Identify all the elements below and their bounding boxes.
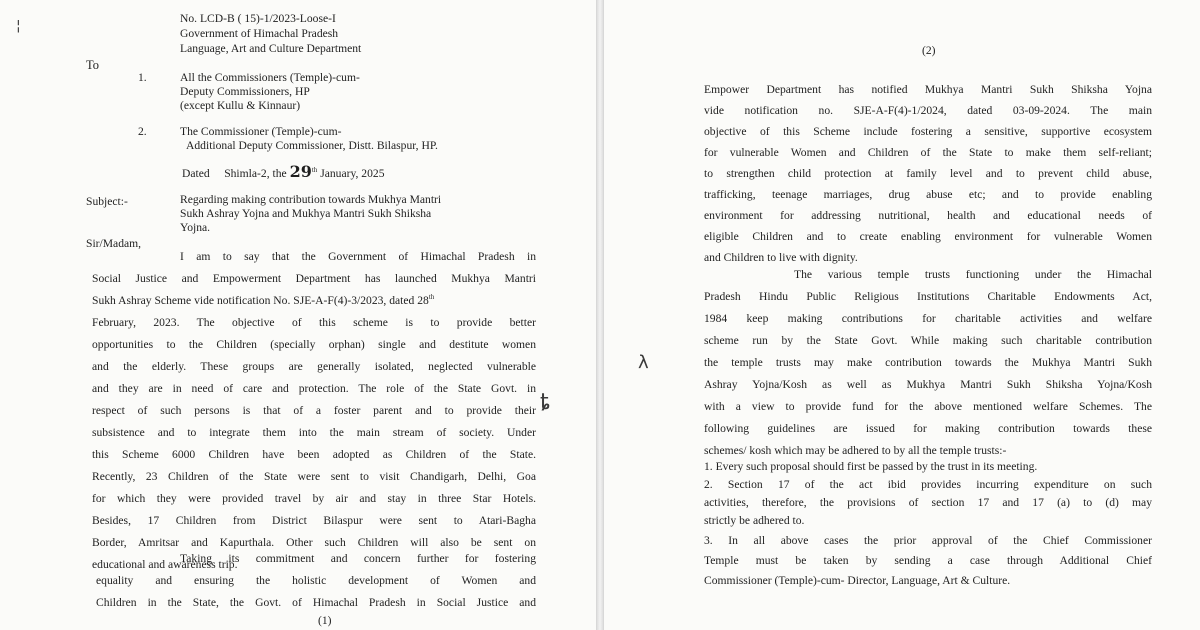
paragraph-line: 1984 keep making contributions for charitable activities and welfare	[704, 312, 1152, 325]
paragraph-line: schemes/ kosh which may be adhered to by all the temple trusts:-	[704, 444, 1007, 457]
guideline-item: 1. Every such proposal should first be passed by the trust in its meeting.	[704, 460, 1038, 473]
guideline-item: strictly be adhered to.	[704, 514, 805, 527]
dated-place: Shimla-2, the	[224, 167, 287, 180]
paragraph-line: Social Justice and Empowerment Department has launched Mukhya Mantri	[92, 272, 536, 285]
paragraph-text: Sukh Ashray Scheme vide notification No. SJE-A-F(4)-3/2023, dated 28	[92, 294, 429, 307]
paragraph-line: eligible Children and to create enabling environment for vulnerable Women	[704, 230, 1152, 243]
paragraph-line: trafficking, teenage marriages, drug abuse etc; and to provide enabling	[704, 188, 1152, 201]
paragraph-line: objective of this Scheme include fostering a sensitive, supportive ecosystem	[704, 125, 1152, 138]
handwritten-margin-mark: ȶ	[540, 390, 551, 415]
paragraph-line: Recently, 23 Children of the State were sent to visit Chandigarh, Delhi, Goa	[92, 470, 536, 483]
paragraph-line: following guidelines are issued for making contribution towards these	[704, 422, 1152, 435]
subject-label: Subject:-	[86, 195, 128, 208]
paragraph-line: and they are in need of care and protection. The role of the State Govt. in	[92, 382, 536, 395]
paragraph-line-with-sup	[92, 294, 536, 308]
paragraph-line: and the elderly. These groups are generally isolated, neglected vulnerable	[92, 360, 536, 373]
addressee-1-line: Deputy Commissioners, HP	[180, 85, 310, 98]
addressee-2-line: The Commissioner (Temple)-cum-	[180, 125, 342, 138]
paragraph-line: scheme run by the State Govt. While making such charitable contribution	[704, 334, 1152, 347]
addressee-2-line: Additional Deputy Commissioner, Distt. Bilaspur, HP.	[186, 139, 438, 152]
paragraph-line: Taking its commitment and concern further for fostering	[180, 552, 536, 565]
addressee-1-number: 1.	[138, 71, 147, 84]
salutation: Sir/Madam,	[86, 237, 142, 250]
document-page-2	[604, 0, 1200, 630]
paragraph-line: for which they were provided travel by air and stay in three Star Hotels.	[92, 492, 536, 505]
paragraph-line: I am to say that the Government of Himachal Pradesh in	[180, 250, 536, 263]
to-label: To	[86, 58, 100, 72]
subject-line: Yojna.	[180, 221, 211, 234]
department-name: Language, Art and Culture Department	[180, 42, 362, 55]
guideline-item: Temple must be taken by sending a case through Additional Chief	[704, 554, 1152, 567]
paragraph-line: Empower Department has notified Mukhya Mantri Sukh Shiksha Yojna	[704, 83, 1152, 96]
handwritten-date-day: 29	[289, 162, 312, 181]
guideline-item: activities, therefore, the provisions of section 17 and 17 (a) to (d) may	[704, 496, 1152, 509]
government-name: Government of Himachal Pradesh	[180, 27, 339, 40]
subject-line: Regarding making contribution towards Mukhya Mantri	[180, 193, 442, 206]
paragraph-line: the temple trusts may make contribution towards the Mukhya Mantri Sukh	[704, 356, 1152, 369]
file-number: No. LCD-B ( 15)-1/2023-Loose-I	[180, 12, 336, 25]
addressee-1-line: (except Kullu & Kinnaur)	[180, 99, 301, 112]
date-suffix: th	[428, 293, 435, 302]
subject-line: Sukh Ashray Yojna and Mukhya Mantri Sukh Shiksha	[180, 207, 432, 220]
guideline-item: 3. In all above cases the prior approval of the Chief Commissioner	[704, 534, 1152, 547]
dated-label: Dated	[182, 167, 210, 180]
page-number: (2)	[922, 44, 936, 57]
addressee-1-line: All the Commissioners (Temple)-cum-	[180, 71, 360, 84]
margin-tick-mark: ¦	[16, 18, 21, 34]
paragraph-line: subsistence and to integrate them into the main stream of society. Under	[92, 426, 536, 439]
page-number: (1)	[318, 614, 332, 627]
paragraph-line: February, 2023. The objective of this scheme is to provide better	[92, 316, 536, 329]
paragraph-line: this Scheme 6000 Children have been adopted as Children of the State.	[92, 448, 536, 461]
addressee-2-number: 2.	[138, 125, 147, 138]
dated-month-year: January, 2025	[320, 167, 385, 180]
dated-line	[182, 162, 385, 181]
paragraph-line: with a view to provide fund for the above mentioned welfare Schemes. The	[704, 400, 1152, 413]
paragraph-line: opportunities to the Children (specially orphan) single and destitute women	[92, 338, 536, 351]
guideline-item: Commissioner (Temple)-cum- Director, Language, Art & Culture.	[704, 574, 1011, 587]
paragraph-line: Border, Amritsar and Kapurthala. Other such Children will also be sent on	[92, 536, 536, 549]
handwritten-margin-mark: λ	[638, 352, 649, 373]
paragraph-line: to strengthen child protection at family level and to prevent child abuse,	[704, 167, 1152, 180]
paragraph-line: Ashray Yojna/Kosh as well as Mukhya Mantri Sukh Shiksha Yojna/Kosh	[704, 378, 1152, 391]
paragraph-line: vide notification no. SJE-A-F(4)-1/2024, dated 03-09-2024. The main	[704, 104, 1152, 117]
paragraph-line: for vulnerable Women and Children of the State to make them self-reliant;	[704, 146, 1152, 159]
guideline-item: 2. Section 17 of the act ibid provides incurring expenditure on such	[704, 478, 1152, 491]
document-page-1	[0, 0, 596, 630]
paragraph-line: Pradesh Hindu Public Religious Institutions Charitable Endowments Act,	[704, 290, 1152, 303]
page-gutter	[596, 0, 604, 630]
paragraph-line: educational and awareness trip.	[92, 558, 238, 571]
date-suffix: th	[311, 166, 318, 175]
paragraph-line: Children in the State, the Govt. of Himachal Pradesh in Social Justice and	[96, 596, 536, 609]
paragraph-line: and Children to live with dignity.	[704, 251, 858, 264]
paragraph-line: respect of such persons is that of a foster parent and to provide their	[92, 404, 536, 417]
paragraph-line: equality and ensuring the holistic development of Women and	[96, 574, 536, 587]
paragraph-line: The various temple trusts functioning under the Himachal	[794, 268, 1152, 281]
paragraph-line: environment for addressing nutritional, health and educational needs of	[704, 209, 1152, 222]
paragraph-line: Besides, 17 Children from District Bilaspur were sent to Atari-Bagha	[92, 514, 536, 527]
